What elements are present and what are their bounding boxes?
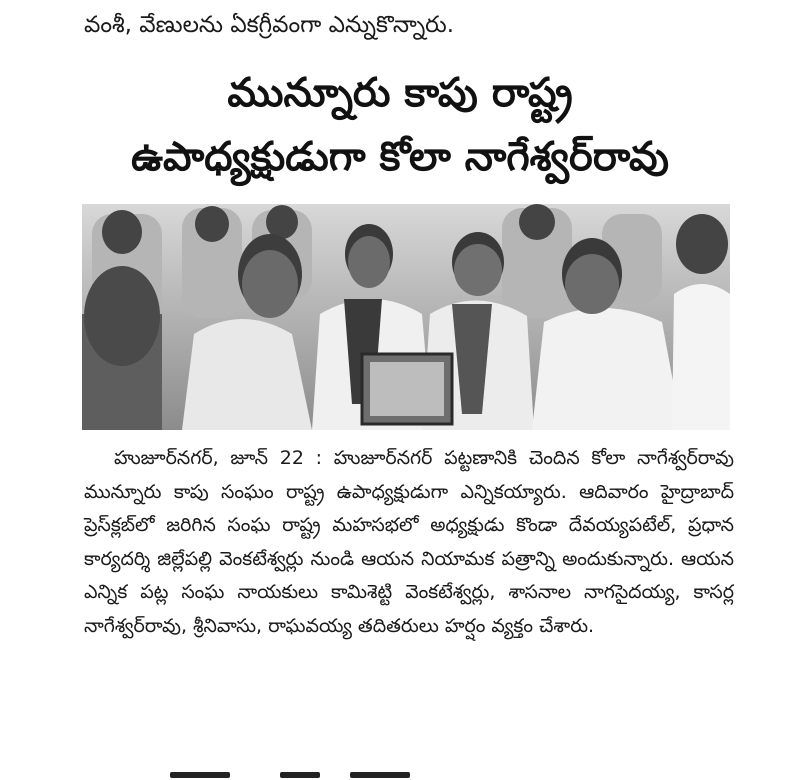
article-body xyxy=(84,442,734,643)
previous-article-cut-line xyxy=(84,0,734,8)
headline-line-1: మున్నూరు కాపు రాష్ట్ర xyxy=(227,70,573,116)
next-article-cut-line xyxy=(170,766,470,780)
photo-illustration xyxy=(82,204,730,430)
previous-article-tail: వంశీ, వేణులను ఏకగ్రీవంగా ఎన్నుకొన్నారు. xyxy=(84,12,455,38)
headline-line-2: ఉపాధ్యక్షుడుగా కోలా నాగేశ్వర్‌రావు xyxy=(131,134,669,180)
article-paragraph: హుజూర్‌నగర్, జూన్ 22 : హుజూర్‌నగర్ పట్టణానికి చెందిన కోలా నాగేశ్వర్‌రావు మున్నూరు కాపు సంఘం రాష్ట్ర ఉపాధ్యక్షుడుగా ఎన్నికయ్యారు. ఆదివారం హైద్రాబాద్ ప్రెస్‌క్లబ్‌లో జరిగిన సంఘ రాష్ట్ర మహసభలో అధ్యక్షుడు కొండా దేవయ్యపటేల్, ప్రధాన కార్యదర్శి జిల్లేపల్లి వెంకటేశ్వర్లు నుండి ఆయన నియామక పత్రాన్ని అందుకున్నారు. ఆయన ఎన్నిక పట్ల సంఘ నాయకులు కామిశెట్టి వెంకటేశ్వర్లు, శాసనాల నాగసైదయ్య, కాసర్ల నాగేశ్వర్‌రావు, శ్రీనివాసు, రాఘవయ్య తదితరులు హర్షం వ్యక్తం చేశారు. xyxy=(84,447,734,637)
news-photo xyxy=(82,204,730,430)
